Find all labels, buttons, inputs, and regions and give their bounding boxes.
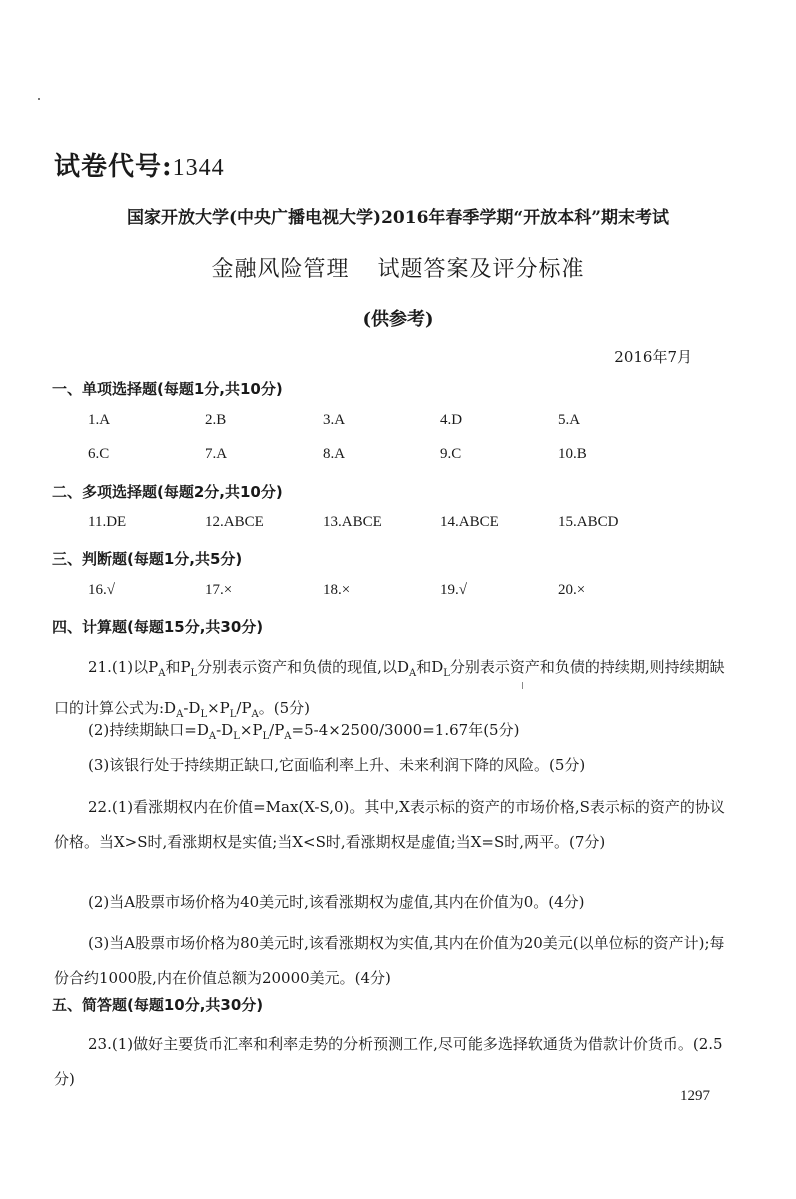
answer-item: 20.× [558,582,586,598]
reference-note: (供参考) [362,309,434,330]
subscript: L [200,709,208,720]
answer-item: 10.B [558,446,587,462]
scan-mark [522,682,523,689]
subscript: A [408,668,417,679]
answer-item: 19.√ [440,582,467,598]
q21-text: (2)持续期缺口=D [88,721,209,739]
q21-text: /P [269,721,285,739]
q21-text: 21.(1)以P [88,658,159,676]
answer-item: 13.ABCE [323,514,382,530]
subscript: L [233,731,240,742]
paper-code [54,146,225,183]
subscript: A [208,731,217,742]
subscript: A [176,709,184,720]
q21-text: ×P [207,699,230,717]
answer-item: 5.A [558,412,581,428]
subscript: L [229,709,237,720]
answer-row [0,582,796,604]
answer-row [0,412,796,434]
q21-text: -D [216,721,234,739]
subscript: L [190,668,198,679]
paper-code-number: 1344 [172,155,225,181]
q21-text: ×P [239,721,263,739]
subscript: A [251,709,259,720]
section-heading-multiple-choice: 二、多项选择题(每题2分,共10分) [52,483,283,501]
answer-item: 12.ABCE [205,514,264,530]
q21-text: =5-4×2500/3000=1.67年(5分) [291,721,520,739]
answer-item: 16.√ [88,582,115,598]
subscript: A [284,731,292,742]
answer-item: 6.C [88,446,110,462]
answer-item: 8.A [323,446,346,462]
answer-item: 9.C [440,446,462,462]
subscript: L [443,668,450,679]
q22-part2: (2)当A股票市场价格为40美元时,该看涨期权为虚值,其内在价值为0。(4分) [88,893,585,911]
section-heading-short-answer: 五、简答题(每题10分,共30分) [52,996,264,1014]
q21-text: 和D [416,658,444,676]
q21-text: 分别表示资产和负债的现值,以D [197,658,409,676]
q21-text: 分别表示资产和负债的持续期,则持续期缺口的计算公式为:D [54,658,725,717]
subscript: L [262,731,270,742]
subscript: A [158,668,166,679]
answer-item: 1.A [88,412,111,428]
q21-text: /P [236,699,252,717]
section-heading-calculation: 四、计算题(每题15分,共30分) [52,618,264,636]
q21-text: -D [183,699,201,717]
course-name: 金融风险管理 [211,257,350,282]
answer-item: 2.B [205,412,227,428]
document-title [0,252,796,283]
answer-row [0,514,796,536]
answer-item: 14.ABCE [440,514,499,530]
scan-speck [38,98,40,100]
answer-item: 17.× [205,582,233,598]
answer-item: 7.A [205,446,228,462]
answer-item: 3.A [323,412,346,428]
q21-part2 [54,720,726,747]
answer-item: 15.ABCD [558,514,619,530]
q22-part1: 22.(1)看涨期权内在价值=Max(X-S,0)。其中,X表示标的资产的市场价格,S表示标的资产的协议价格。当X>S时,看涨期权是实值;当X<S时,看涨期权是虚值;当X=S时,两平。(7分) [54,798,725,851]
title-suffix: 试题答案及评分标准 [377,257,585,282]
answer-item: 11.DE [88,514,127,530]
q21-text: 和P [165,658,191,676]
exam-name: 国家开放大学(中央广播电视大学)2016年春季学期“开放本科”期末考试 [127,208,669,228]
section-heading-true-false: 三、判断题(每题1分,共5分) [52,550,243,568]
q21-part3: (3)该银行处于持续期正缺口,它面临利率上升、未来利润下降的风险。(5分) [88,756,586,774]
page-number: 1297 [680,1088,710,1104]
paper-code-label: 试卷代号: [54,152,173,182]
q21-text: 。(5分) [258,699,311,717]
section-heading-single-choice: 一、单项选择题(每题1分,共10分) [52,380,283,398]
answer-row [0,446,796,468]
q23-part1: 23.(1)做好主要货币汇率和利率走势的分析预测工作,尽可能多选择软通货为借款计价货币。(2.5分) [54,1035,723,1088]
q22-part3: (3)当A股票市场价格为80美元时,该看涨期权为实值,其内在价值为20美元(以单位标的资产计);每份合约1000股,内在价值总额为20000美元。(4分) [54,934,725,987]
answer-item: 4.D [440,412,463,428]
answer-item: 18.× [323,582,351,598]
exam-date: 2016年7月 [614,348,692,366]
